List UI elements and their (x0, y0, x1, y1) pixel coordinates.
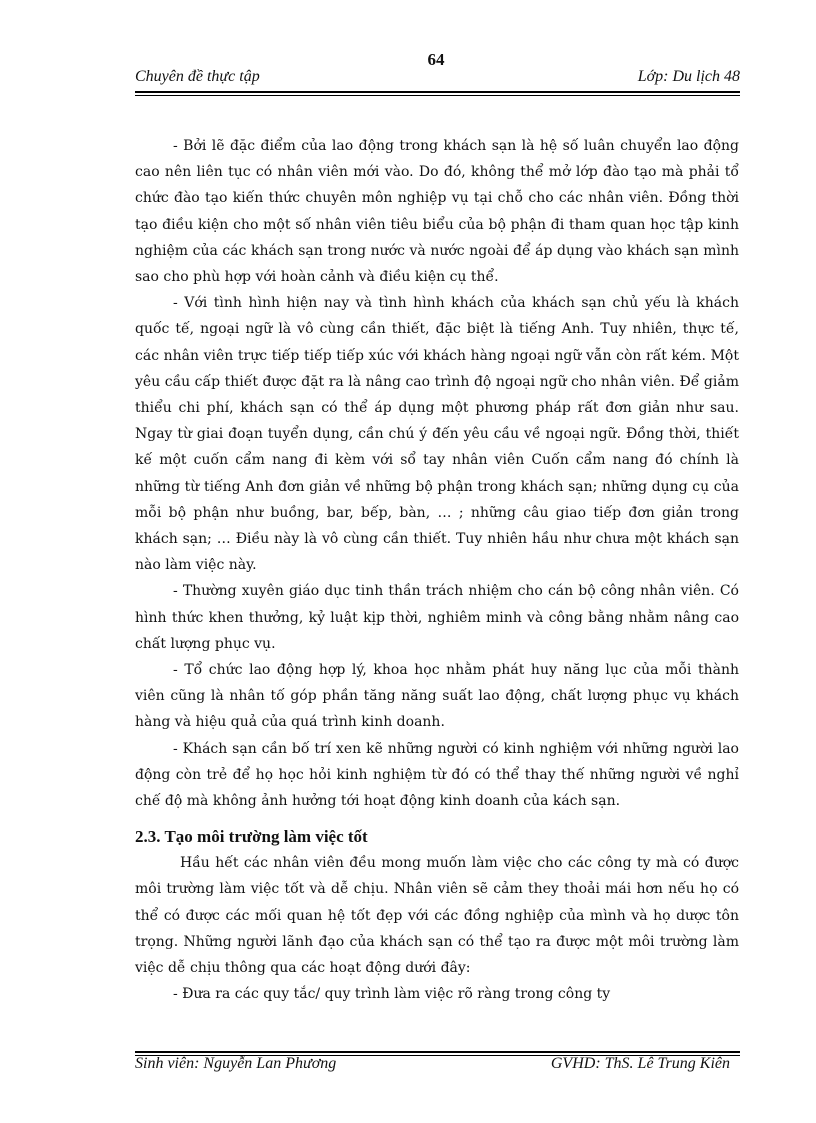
header-rule (135, 91, 740, 96)
paragraph-responsibility: - Thường xuyên giáo dục tinh thần trách nhiệm cho cán bộ công nhân viên. Có hình thức khen thưởng, kỷ luật kịp thời, nghiêm minh và công bằng nhằm nâng cao chất lượng phục vụ. (135, 583, 739, 652)
paragraph-staffing: - Khách sạn cần bố trí xen kẽ những người có kinh nghiệm với những người lao động còn trẻ để họ học hỏi kinh nghiệm từ đó có thể thay thế những người về nghỉ chế độ mà không ảnh hưởng tới hoạt động kinh doanh của kách sạn. (135, 740, 739, 810)
section-intro: Hầu hết các nhân viên đều mong muốn làm việc cho các công ty mà có được môi trường làm việc tốt và dễ chịu. Nhân viên sẽ cảm they thoải mái hơn nếu họ có thể có được các mối quan hệ tốt đẹp với các đồng nghiệp của mình và họ dược tôn trọng. Những người lãnh đạo của khách sạn có thể tạo ra được một môi trường làm việc dễ chịu thông qua các hoạt động dưới đây: (135, 855, 739, 977)
section-bullet: - Đưa ra các quy tắc/ quy trình làm việc rõ ràng trong công ty (173, 986, 611, 1003)
paragraph-language: - Với tình hình hiện nay và tình hình khách của khách sạn chủ yếu là khách quốc tế, ngoại ngữ là vô cùng cần thiết, đặc biệt là tiếng Anh. Tuy nhiên, thực tế, các nhân viên trực tiếp tiếp tiếp xúc với khách hàng ngoại ngữ vẫn còn rất kém. Một yêu cầu cấp thiết được đặt ra là nâng cao trình độ ngoại ngữ cho nhân viên. Để giảm thiểu chi phí, khách sạn có thể áp dụng một phương pháp rất đơn giản như sau. Ngay từ giai đoạn tuyển dụng, cần chú ý đến yêu cầu về ngoại ngữ. Đồng thời, thiết kế một cuốn cẩm nang đi kèm với sổ tay nhân viên Cuốn cẩm nang đó chính là những từ tiếng Anh đơn giản về những bộ phận trong khách sạn; những dụng cụ của mỗi bộ phận như buồng, bar, bếp, bàn, … ; những câu giao tiếp đơn giản trong khách sạn; … Điều này là vô cùng cần thiết. Tuy nhiên hầu như chưa một khách sạn nào làm việc này. (135, 295, 739, 574)
paragraph-organization: - Tổ chức lao động hợp lý, khoa học nhằm phát huy năng lục của mỗi thành viên cũng là nhân tố góp phần tăng năng suất lao động, chất lượng phục vụ khách hàng và hiệu quả của quá trình kinh doanh. (135, 662, 739, 731)
footer-student: Sinh viên: Nguyễn Lan Phương (135, 1055, 337, 1072)
header-title: Chuyên đề thực tập (135, 68, 260, 85)
document-body (135, 133, 739, 1008)
page-number: 64 (427, 50, 445, 69)
footer-advisor: GVHD: ThS. Lê Trung Kiên (550, 1055, 730, 1072)
header-class: Lớp: Du lịch 48 (637, 68, 740, 85)
paragraph-training: - Bởi lẽ đặc điểm của lao động trong khách sạn là hệ số luân chuyển lao động cao nên liên tục có nhân viên mới vào. Do đó, không thể mở lớp đào tạo mà phải tổ chức đào tạo kiến thức chuyên môn nghiệp vụ tại chỗ cho các nhân viên. Đồng thời tạo điều kiện cho một số nhân viên tiêu biểu của bộ phận đi tham quan học tập kinh nghiệm của các khách sạn trong nước và nước ngoài để áp dụng vào khách sạn mình sao cho phù hợp với hoàn cảnh và điều kiện cụ thể. (135, 138, 739, 286)
section-heading: 2.3. Tạo môi trường làm việc tốt (135, 827, 368, 847)
page-header (135, 68, 740, 90)
